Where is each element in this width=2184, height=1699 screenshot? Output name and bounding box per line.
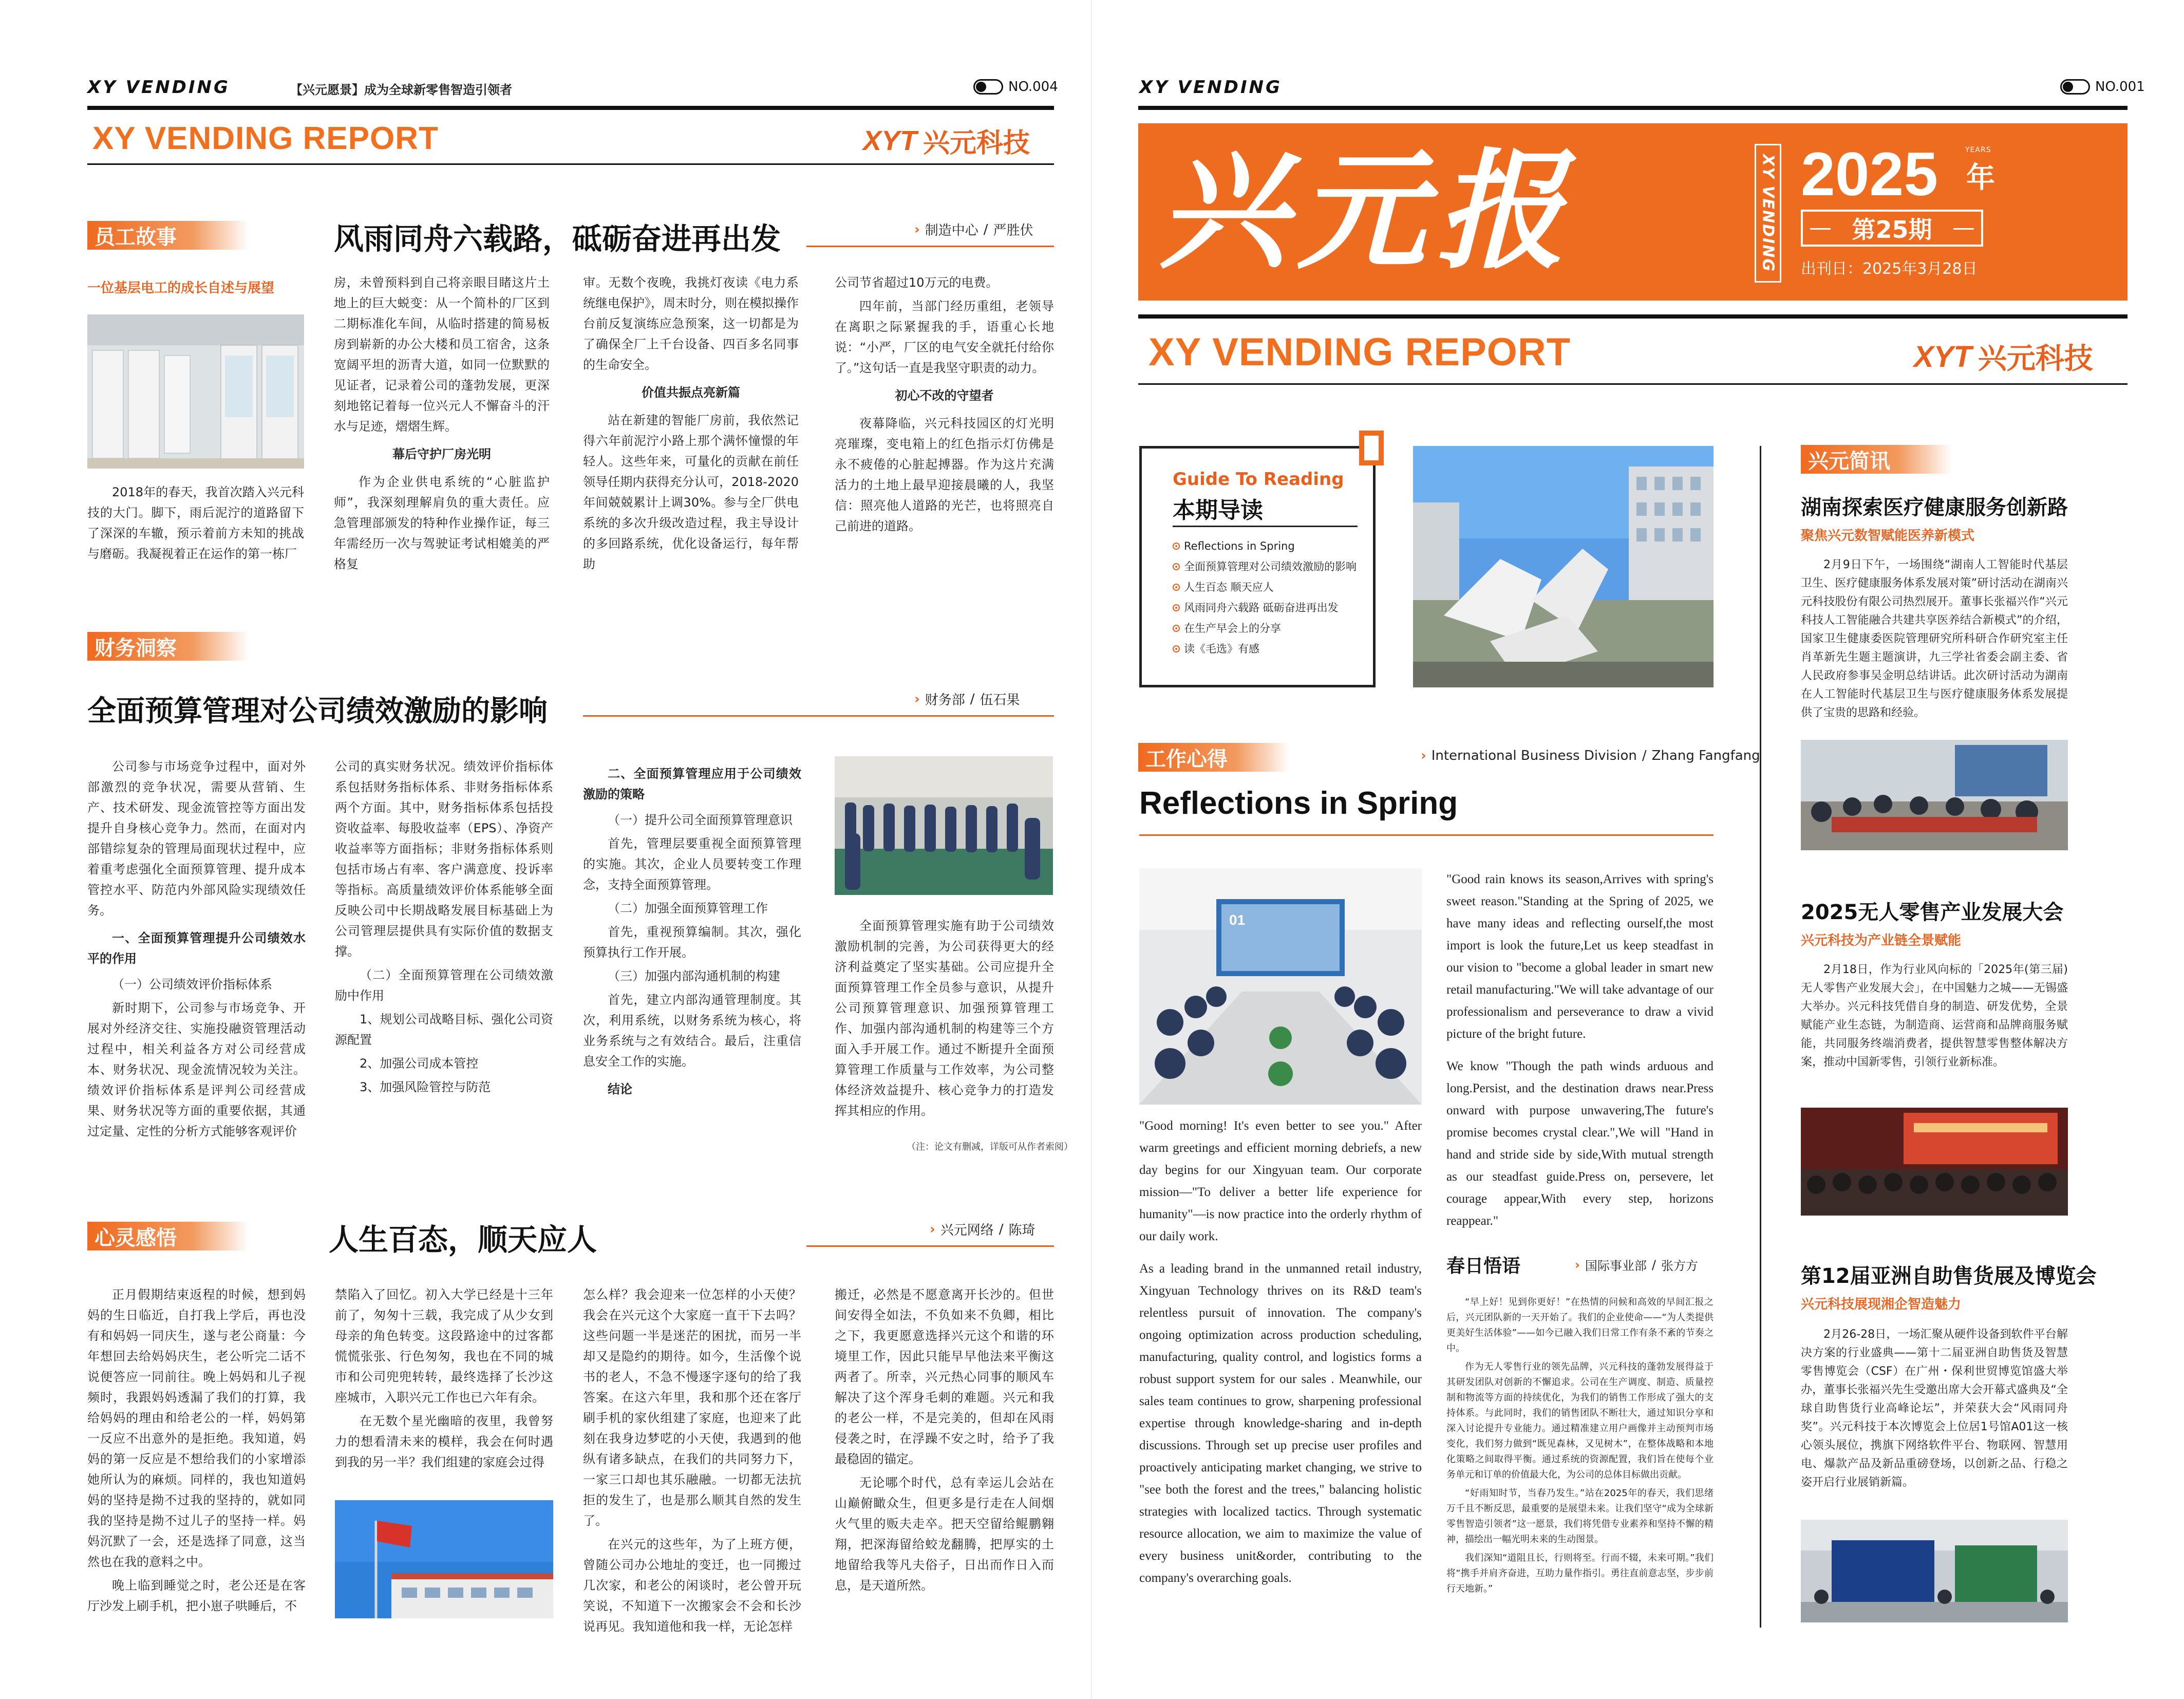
byline-underline [583, 715, 1054, 717]
paragraph: 正月假期结束返程的时候，想到妈妈的生日临近，自打我上学后，再也没有和妈妈一同庆生，遂与老公商量：今年想回去给妈妈庆生，老公听完二话不说便答应一同前往。晚上妈妈和儿子视频时，我跟妈妈透漏了我们的打算，我给妈妈的理由和给老公的一样，妈妈第一反应不出意外的是拒绝。我知道，妈妈的第一反应是不想给我们的小家增添她所认为的麻烦。同样的，我也知道妈妈的坚持是拗不过我的坚持的，就如同我的坚持是拗不过儿子的坚持一样。妈妈沉默了一会，还是选择了同意，这当然也在我的意料之中。 [87, 1287, 306, 1569]
reading-guide [1139, 446, 1376, 687]
campus-illustration [1413, 446, 1714, 687]
bullet-icon [1173, 563, 1180, 570]
logo-mark: XYT [1914, 340, 1972, 374]
guide-item[interactable] [1173, 598, 1357, 618]
paragraph: 无论哪个时代，总有幸运儿会站在山巅俯瞰众生，但更多是行走在人间烟火气里的贩夫走卒。把天空留给鲲鹏翱翔，把深海留给蛟龙翻腾，把厚实的土地留给我等凡夫俗子，日出而作日入而息，是天道所然。 [835, 1476, 1054, 1593]
issue-number [2060, 79, 2145, 95]
brand-wordmark: XY VENDING [87, 77, 230, 98]
chevron-right-icon: › [930, 1221, 935, 1237]
section-tag-finance: 财务洞察 [87, 632, 249, 661]
bullet-icon [1173, 543, 1180, 550]
paragraph: "Good rain knows its season,Arrives with spring's sweet reason."Standing at the Spring of 2025, we have many ideas and reflecting ourself,the most import is look the future,Let us keep steadfast in our vision to "become a global leader in smart new retail manufacturing."We will take advantage of our professionalism and perseverance to draw a vivid picture of the bright future. [1446, 872, 1714, 1041]
team-meeting-photo [835, 756, 1053, 895]
paragraph: 夜幕降临，兴元科技园区的灯光明亮璀璨，变电箱上的红色指示灯仿佛是永不疲倦的心脏起搏器。作为这片充满活力的土地上最早迎接晨曦的人，我坚信：照亮他人道路的光芒，也将照亮自己前进的道路。 [835, 416, 1054, 533]
issue-number-text: NO.004 [1008, 79, 1058, 95]
paragraph: 四年前，当部门经历重组，老领导在离职之际紧握我的手，语重心长地说：“小严，厂区的电气安全就托付给你了。”这句话一直是我坚守职责的动力。 [835, 299, 1054, 375]
list-item: 2、加强公司成本管控 [360, 1056, 479, 1071]
paragraph: 2月18日，作为行业风向标的「2025年(第三届)无人零售产业发展大会」，在中国魅力之城——无锡盛大举办。兴元科技凭借自身的制造、研发优势，全景赋能产业生态链，为制造商、运营商和品牌商服务赋能，共同服务终端消费者，提供智慧零售整体解决方案，推动中国新零售，引领行业新标准。 [1801, 963, 2068, 1069]
subheading-item: （三）加强内部沟通机制的构建 [608, 969, 780, 983]
paragraph: 公司的真实财务状况。绩效评价指标体系包括财务指标体系、非财务指标体系两个方面。其中，财务指标体系包括投资收益率、每股收益率（EPS）、净资产收益率等方面指标；非财务指标体系则包括市场占有率、客户满意度、投诉率等指标。高质量绩效评价体系能够全面反映公司中长期战略发展目标基础上为公司管理层提供具有实际价值的数据支撑。 [335, 759, 553, 959]
right-page [1092, 0, 2184, 1699]
work-column-right [1446, 868, 1714, 1242]
paragraph: 搬迁，必然是不愿意离开长沙的。但世间安得全如法，不负如来不负卿，相比之下，我更愿意选择兴元这个和谐的环境里工作，因此只能早早他法来平衡这两者了。所幸，兴元热心同事的顺风车解决了这个浑身毛刺的难题。兴元和我的老公一样，不是完美的，但却在风雨侵袭之时，在浮躁不安之时，给予了我最稳固的锚定。 [835, 1287, 1054, 1466]
guide-list [1173, 536, 1357, 659]
issue-number [973, 79, 1058, 95]
guide-item-label: 读《毛选》有感 [1184, 643, 1259, 655]
paragraph: 首先，建立内部沟通管理制度。其次，利用系统，以财务系统为核心，将业务系统与之有效结合。最后，注重信息安全工作的实施。 [583, 993, 801, 1069]
campus-sculpture-photo [1413, 446, 1714, 687]
building-illustration [335, 1500, 553, 1618]
factory-illustration [87, 314, 304, 469]
paragraph: 晚上临到睡觉之时，老公还是在客厅沙发上刷手机，把小崽子哄睡后，不 [87, 1578, 306, 1613]
byline-author: 伍石果 [980, 693, 1020, 708]
masthead-rule [1138, 314, 2127, 319]
guide-item[interactable] [1173, 639, 1357, 659]
paragraph: 房，未曾预料到自己将亲眼目睹这片土地上的巨大蜕变：从一个简朴的厂区到二期标准化车间，从临时搭建的简易板房到崭新的办公大楼和员工宿舍，这条宽阔平坦的沥青大道，如同一位默默的见证者，记录着公司的蓬勃发展，更深刻地铭记着每一位兴元人不懈奋斗的汗水与足迹，熠熠生辉。 [334, 275, 550, 434]
expo-illustration [1801, 1520, 2068, 1622]
issue-number-text: NO.001 [2095, 79, 2145, 95]
news-3-body [1801, 1325, 2068, 1495]
chevron-right-icon: › [914, 691, 920, 707]
guide-item[interactable] [1173, 556, 1357, 577]
guide-item-label: 风雨同舟六载路 砥砺奋进再出发 [1184, 602, 1339, 614]
vertical-brand-text: XY VENDING [1759, 154, 1777, 272]
slide-number: 01 [1229, 912, 1246, 928]
subheading-item: （二）加强全面预算管理工作 [608, 901, 768, 916]
paragraph: 首先，重视预算编制。其次，强化预算执行工作开展。 [583, 925, 801, 960]
guide-corner-mark [1359, 431, 1384, 465]
story1-column-2 [334, 272, 550, 577]
paragraph: As a leading brand in the unmanned retail industry, Xingyuan Technology thrives on its R&D team's relentless pursuit of innovation. The company's ongoing optimization across production scheduling, manufacturing, quality control, and logistics forms a robust support system for our sales . Meanwhile, our sales team continues to grow, sharpening professional expertise through knowledge-sharing and in-depth discussions. Through set up precise user profiles and proactively anticipating market changing, we strive to "see both the forest and the trees," balancing holistic strategies with localized tactics. Through systematic resource allocation, we aim to maximize the value of every business unit&order, contributing to the company's overarching goals. [1139, 1262, 1422, 1585]
masthead-year-char: 年 [1966, 161, 1995, 195]
work-byline: › International Business Division / Zhang Fangfang [1421, 748, 1760, 763]
paragraph: We know "Though the path winds arduous and long.Persist, and the destination draws near.Press onward with purpose unwavering,The future's promise becomes crystal clear.",We will "Hand in hand and stride side by side,With mutual strength as our steadfast guide.Press on, persevere, let courage appear,With every step, horizons reappear." [1446, 1059, 1714, 1228]
story3-column-3 [583, 1284, 801, 1640]
story1-headline: 风雨同舟六载路，砥砺奋进再出发 [334, 221, 781, 256]
headline-underline [1139, 834, 1714, 836]
byline-author: 张方方 [1661, 1259, 1698, 1273]
chevron-right-icon: › [1575, 1257, 1580, 1272]
list-item: 3、加强风险管控与防范 [360, 1080, 491, 1094]
news-1-body [1801, 556, 2068, 725]
paragraph: 全面预算管理实施有助于公司绩效激励机制的完善，为公司获得更大的经济利益奠定了坚实基础。公司应提升全面预算管理工作全员参与意识，从提升公司预算管理意识、加强预算管理工作、加强内部沟通机制的构建等三个方面入手开展工作。通过不断提升全面预算管理工作质量与工作效率，为公司整体经济效益提升、核心竞争力的打造发挥其相应的作用。 [835, 919, 1054, 1118]
subheading: 幕后守护厂房光明 [392, 447, 491, 461]
paragraph: "Good morning! It's even better to see you." After warm greetings and efficient morning debriefs, a new day begins for our Xingyuan team. Our corporate mission—"To deliver a better life experience for humanity"—is now practice into the orderly rhythm of our daily work. [1139, 1119, 1422, 1243]
story3-column-4 [835, 1284, 1054, 1599]
subheading: 结论 [608, 1082, 632, 1096]
news-2-subtitle: 兴元科技为产业链全景赋能 [1801, 933, 1962, 948]
guide-item-label: Reflections in Spring [1184, 540, 1295, 552]
report-title: XY VENDING REPORT [92, 121, 439, 156]
paragraph: 公司节省超过10万元的电费。 [835, 275, 999, 290]
byline-underline [806, 246, 1054, 247]
cn-translation-byline: › 国际事业部 / 张方方 [1575, 1256, 1698, 1274]
news-1-photo [1801, 740, 2068, 850]
paragraph: 2018年的春天，我首次踏入兴元科技的大门。脚下，雨后泥泞的道路留下了深深的车辙，预示着前方未知的挑战与磨砺。我凝视着正在运作的第一栋厂 [87, 485, 304, 561]
paragraph: 我们深知“道阻且长，行则将至。行而不辍，未来可期。”我们将“携手并肩齐奋进，互助力量作指引。勇往直前意志坚，步步前行天地新。” [1446, 1553, 1714, 1594]
story2-headline: 全面预算管理对公司绩效激励的影响 [87, 695, 548, 728]
story1-column-1 [87, 482, 304, 567]
cn-translation-title: 春日悟语 [1446, 1256, 1521, 1277]
chevron-right-icon: › [914, 221, 920, 237]
story3-column-2 [335, 1284, 553, 1476]
paragraph: “好雨知时节，当春乃发生。”站在2025年的春天，我们思绪万千且不断反思，最重要的是展望未来。让我们坚守“成为全球新零售智造引领者”这一愿景，我们将凭借专业素养和坚持不懈的精神，描绘出一幅光明未来的生动图景。 [1446, 1488, 1714, 1545]
byline-dept: 制造中心 [925, 223, 978, 238]
section-tag-work: 工作心得 [1138, 743, 1289, 772]
paragraph: 审。无数个夜晚，我挑灯夜读《电力系统继电保护》，周末时分，则在模拟操作台前反复演练应急预案，这一切都是为了确保全厂上千台设备、四百多名同事的生命安全。 [583, 275, 799, 372]
story3-headline: 人生百态，顺天应人 [329, 1222, 597, 1257]
title-rule [87, 163, 1054, 165]
team-illustration [835, 756, 1053, 895]
factory-photo [87, 314, 304, 469]
header-rule [1138, 106, 2127, 110]
masthead-years-label: YEARS [1965, 146, 1991, 154]
morning-meeting-photo [1139, 868, 1422, 1105]
paragraph: 站在新建的智能厂房前，我依然记得六年前泥泞小路上那个满怀憧憬的年轻人。这些年来，可量化的贡献在前任领导任期内获得充分认可，2018-2020年间兢兢累计上调30%。参与全厂供电系统的多次升级改造过程，我主导设计的多回路系统，优化设备运行，每年帮助 [583, 413, 799, 571]
story2-column-4 [835, 916, 1054, 1124]
column-divider [1760, 446, 1761, 1628]
logo-mark: XYT [863, 125, 917, 156]
story1-column-4 [835, 272, 1054, 539]
list-item: 1、规划公司战略目标、强化公司资源配置 [335, 1012, 553, 1047]
paragraph: 新时期下，公司参与市场竞争、开展对外经济交往、实施投融资管理活动过程中，相关利益各方对公司经营成本、财务状况、现金流情况较为关注。绩效评价指标体系是评判公司经营成果、财务状况等方面的重要依据，其通过定量、定性的分析方式能够客观评价 [87, 1001, 306, 1138]
brand-wordmark: XY VENDING [1139, 77, 1282, 98]
news-2-title[interactable]: 2025无人零售产业发展大会 [1801, 901, 2064, 924]
paragraph: 怎么样？我会迎来一位怎样的小天使？我会在兴元这个大家庭一直干下去吗？这些问题一半是迷茫的困扰，而另一半却又是隐约的期待。如今，生活像个说书的老人，不急不慢逐字逐句的给了我答案。在这六年里，我和那个还在客厅刷手机的家伙组建了家庭，也迎来了此刻在我身边梦呓的小天使，我遇到的他纵有诸多缺点，在我们的共同努力下，一家三口却也其乐融融。一切都无法抗拒的发生了，也是那么顺其自然的发生了。 [583, 1287, 801, 1528]
logo-text: 兴元科技 [1978, 342, 2093, 376]
news-2-body [1801, 961, 2068, 1075]
masthead [1138, 123, 2127, 301]
guide-divider [1173, 526, 1358, 527]
subheading-item: （二）全面预算管理在公司绩效激励中作用 [335, 968, 553, 1003]
story2-column-1 [87, 756, 306, 1145]
guide-item-label: 人生百态 顺天应人 [1184, 581, 1274, 593]
toggle-icon [973, 79, 1003, 95]
news-1-subtitle: 聚焦兴元数智赋能医养新模式 [1801, 528, 1975, 544]
bullet-icon [1173, 604, 1180, 611]
logo-text: 兴元科技 [923, 128, 1030, 159]
headquarters-photo [335, 1500, 553, 1618]
paragraph: 作为企业供电系统的“心脏监护师”，我深刻理解肩负的重大责任。应急管理部颁发的特种作业操作证，每三年需经历一次与驾驶证考试相媲美的严格复 [334, 475, 550, 571]
chevron-right-icon: › [1421, 748, 1426, 763]
guide-item[interactable] [1173, 536, 1357, 556]
guide-title-en: Guide To Reading [1173, 469, 1344, 490]
bullet-icon [1173, 645, 1180, 652]
paragraph: 2月26-28日，一场汇聚从硬件设备到软件平台解决方案的行业盛典——第十二届亚洲自助售货及智慧零售博览会（CSF）在广州・保利世贸博览馆盛大举办，董事长张福兴先生受邀出席大会开幕式盛典及“全球自助售货行业高峰论坛”，并荣获大会“风雨同舟奖”。兴元科技于本次博览会上位居1号馆A01这一核心领头展位，携旗下网络软件平台、物联网、智慧用电、爆款产品及新品重磅登场，以创新之品、行稳之姿开启行业展销新篇。 [1801, 1328, 2068, 1489]
guide-item[interactable] [1173, 577, 1357, 598]
byline-dept: 财务部 [925, 693, 965, 708]
subheading: 初心不改的守望者 [895, 388, 994, 403]
paragraph: 在无数个星光幽暗的夜里，我曾努力的想看清未来的模样，我会在何时遇到我的另一半？我们组建的家庭会过得 [335, 1414, 553, 1469]
byline-underline [806, 1245, 1054, 1247]
cn-translation-column [1446, 1295, 1714, 1600]
paragraph: 首先，管理层要重视全面预算管理的实施。其次，企业人员要转变工作理念，支持全面预算管理。 [583, 836, 801, 892]
news-2-photo [1801, 1108, 2068, 1216]
masthead-title: 兴元报 [1159, 135, 1575, 286]
masthead-vertical-brand [1755, 144, 1781, 283]
byline-dept: 兴元网络 [940, 1223, 994, 1238]
paragraph: “早上好！见到你更好！”在热情的问候和高效的早间汇报之后，兴元团队新的一天开始了。我们的企业使命——“为人类提供更美好生活体验”——如今已融入我们日常工作有条不紊的节奏之中。 [1446, 1297, 1714, 1354]
subheading-item: （一）公司绩效评价指标体系 [112, 977, 272, 992]
subheading: 价值共振点亮新篇 [642, 385, 740, 400]
byline-author: 严胜伏 [993, 223, 1033, 238]
paragraph: 作为无人零售行业的领先品牌，兴元科技的蓬勃发展得益于其研发团队对创新的不懈追求。公司在生产调度、制造、质量控制和物流等方面的持续优化，为我们的销售工作形成了强大的支持体系。与此同时，我们的销售团队不断壮大，通过知识分享和深入讨论提升专业能力。通过精准建立用户画像并主动预判市场变化，我们努力做到“既见森林，又见树木”，在整体战略和本地化策略之间取得平衡。通过系统的资源配置，我们旨在使每个业务单元和订单的价值最大化，为公司的总体目标做出贡献。 [1446, 1361, 1714, 1480]
header-rule [87, 106, 1054, 110]
paragraph: 在兴元的这些年，为了上班方便，曾随公司办公地址的变迁，也一同搬过几次家，和老公的闲谈时，老公曾开玩笑说，不知道下一次搬家会不会和长沙说再见。我知道他和我一样，无论怎样 [583, 1537, 801, 1634]
subheading-item: （一）提升公司全面预算管理意识 [608, 813, 793, 827]
paragraph: 2月9日下午，一场围绕“湖南人工智能时代基层卫生、医疗健康服务体系发展对策”研讨活动在湖南兴元科技股份有限公司热烈展开。董事长张福兴作“兴元科技人工智能融合共建共享医养结合新模式”的介绍，国家卫生健康委医院管理研究所科研合作研究室主任肖革新先生题主题演讲，九三学社省委会副主委、省人民政府参事吴金明总结讲话。此次研讨活动为湖南在人工智能时代基层卫生与医疗健康服务体系发展提供了宝贵的思路和经验。 [1801, 558, 2068, 719]
report-title: XY VENDING REPORT [1149, 330, 1571, 374]
bullet-icon [1173, 625, 1180, 632]
work-column-left [1139, 1115, 1422, 1599]
byline-author: Zhang Fangfang [1651, 748, 1760, 763]
bullet-icon [1173, 584, 1180, 591]
news-1-title[interactable]: 湖南探索医疗健康服务创新路 [1801, 496, 2068, 519]
meeting-illustration [1139, 868, 1422, 1105]
news-3-title[interactable]: 第12届亚洲自助售货展及博览会 [1801, 1264, 2097, 1288]
news-3-subtitle: 兴元科技展现湘企智造魅力 [1801, 1297, 1962, 1312]
subheading: 二、全面预算管理应用于公司绩效激励的策略 [583, 767, 801, 801]
section-tag-insight: 心灵感悟 [87, 1222, 249, 1250]
company-logo [863, 121, 1030, 160]
subheading: 一、全面预算管理提升公司绩效水平的作用 [87, 931, 306, 966]
paragraph: 公司参与市场竞争过程中，面对外部激烈的竞争状况，需要从营销、生产、技术研发、现金流管控等方面出发提升自身核心竞争力。然而，在面对内部错综复杂的管理局面现状过程中，应着重考虑强化全面预算管理、提升成本管控水平、防范内外部风险实现绩效任务。 [87, 759, 306, 918]
work-headline: Reflections in Spring [1139, 786, 1458, 821]
guide-item-label: 全面预算管理对公司绩效激励的影响 [1184, 561, 1357, 573]
story2-byline: › 财务部 / 伍石果 [914, 689, 1020, 708]
company-logo [1914, 336, 2093, 377]
byline-author: 陈琦 [1008, 1223, 1035, 1238]
story1-subtitle: 一位基层电工的成长自述与展望 [87, 281, 275, 296]
title-rule [1138, 383, 2127, 385]
story1-column-3 [583, 272, 799, 577]
section-tag-news: 兴元简讯 [1801, 445, 1952, 474]
byline-dept: 国际事业部 [1585, 1259, 1647, 1273]
news-3-photo [1801, 1520, 2068, 1622]
story3-byline: › 兴元网络 / 陈琦 [930, 1220, 1035, 1239]
guide-item[interactable] [1173, 618, 1357, 639]
toggle-icon [2060, 79, 2090, 95]
story3-column-1 [87, 1284, 306, 1619]
forum-illustration [1801, 1108, 2068, 1216]
conference-illustration [1801, 740, 2068, 850]
story2-column-3 [583, 756, 801, 1105]
section-tag-employee-story: 员工故事 [87, 221, 249, 250]
masthead-year: 2025 [1801, 140, 1938, 209]
story2-column-2 [335, 756, 553, 1100]
byline-dept: International Business Division [1431, 748, 1637, 763]
story1-byline: › 制造中心 / 严胜伏 [914, 220, 1033, 239]
guide-title-cn: 本期导读 [1173, 497, 1263, 524]
masthead-issue: 第25期 [1801, 210, 1983, 247]
header-tagline: 【兴元愿景】成为全球新零售智造引领者 [290, 83, 512, 97]
paragraph: 禁陷入了回忆。初入大学已经是十三年前了，匆匆十三载，我完成了从少女到母亲的角色转变。这段路途中的过客都慌慌张张、行色匆匆，我也在不同的城市和公司兜兜转转，最终选择了长沙这座城市，入职兴元工作也已六年有余。 [335, 1287, 553, 1405]
guide-item-label: 在生产早会上的分享 [1184, 622, 1281, 634]
story2-note: （注：论文有删减，详版可从作者索阅） [907, 1142, 1073, 1152]
masthead-date: 出刊日：2025年3月28日 [1801, 260, 1978, 278]
